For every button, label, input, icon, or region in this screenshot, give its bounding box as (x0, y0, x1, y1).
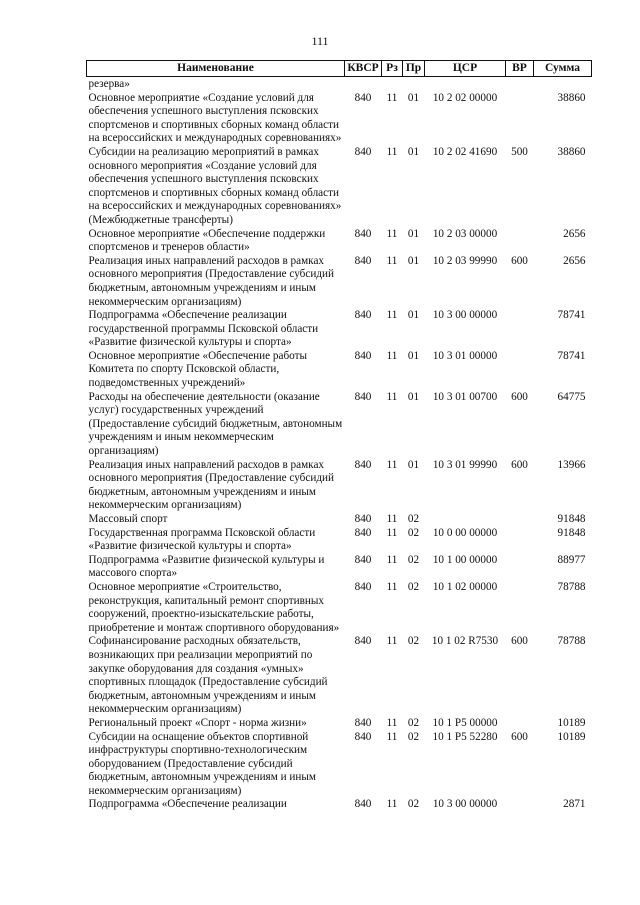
cell-csr (425, 513, 506, 527)
cell-sum: 78741 (557, 349, 586, 362)
table-row (87, 731, 592, 799)
table-row (87, 554, 592, 581)
cell-rz: 11 (386, 254, 398, 267)
cell-rz: 11 (386, 635, 398, 648)
cell-name: Основное мероприятие «Создание условий для обеспечения успешного выступления псковских спортсменов и спортивных сборных команд области на всероссийских и международных соревнованиях» (88, 91, 342, 145)
cell-sum: 78788 (557, 580, 586, 593)
cell-kvsr: 840 (354, 309, 372, 322)
cell-sum: 13966 (557, 458, 586, 471)
cell-csr: 10 1 P5 52280 (432, 730, 498, 743)
cell-rz: 11 (386, 227, 398, 240)
table-row (87, 717, 592, 731)
header-name: Наименование (87, 61, 345, 77)
cell-vr (506, 77, 534, 92)
cell-name: Массовый спорт (88, 513, 168, 525)
cell-pr: 02 (407, 716, 420, 729)
cell-kvsr: 840 (354, 730, 372, 743)
cell-csr: 10 2 02 41690 (432, 145, 498, 158)
cell-sum: 2656 (563, 254, 586, 267)
header-sum: Сумма (534, 61, 592, 77)
cell-sum: 78741 (557, 309, 586, 322)
cell-kvsr: 840 (354, 716, 372, 729)
table-row (87, 228, 592, 255)
cell-vr: 600 (511, 254, 528, 267)
cell-sum: 91848 (557, 513, 586, 525)
header-csr: ЦСР (425, 61, 506, 77)
cell-pr: 02 (407, 513, 420, 525)
header-kvsr: КВСР (345, 61, 382, 77)
cell-rz: 11 (386, 309, 398, 322)
cell-name: резерва» (88, 78, 130, 90)
cell-csr (425, 77, 506, 92)
cell-csr: 10 3 00 00000 (432, 309, 498, 322)
cell-kvsr: 840 (354, 349, 372, 362)
cell-pr: 01 (407, 91, 420, 104)
budget-table (86, 60, 592, 812)
cell-vr (506, 554, 534, 581)
table-row (87, 635, 592, 717)
cell-kvsr: 840 (354, 458, 372, 471)
cell-name: Реализация иных направлений расходов в рамках основного мероприятия (Предоставление субсидий бюджетным, автономным учреждениям и иным некоммерческим организациям) (88, 254, 334, 308)
header-rz: Рз (382, 61, 403, 77)
table-row (87, 255, 592, 309)
table-row (87, 77, 592, 92)
cell-kvsr: 840 (354, 798, 372, 811)
table-row (87, 459, 592, 513)
cell-rz: 11 (386, 730, 398, 743)
cell-name: Субсидии на оснащение объектов спортивной инфраструктуры спортивно-технологическим оборудованием (Предоставление субсидий бюджетным, автономным учреждениям и иным некоммерческим организациям) (88, 730, 316, 797)
cell-vr (506, 717, 534, 731)
cell-rz: 11 (386, 553, 398, 566)
cell-sum: 38860 (557, 145, 586, 158)
cell-vr: 600 (511, 390, 528, 403)
cell-csr: 10 0 00 00000 (432, 526, 498, 539)
cell-pr: 01 (407, 458, 420, 471)
cell-pr: 01 (407, 227, 420, 240)
cell-sum: 88977 (557, 553, 586, 566)
table-row (87, 513, 592, 527)
cell-pr: 01 (407, 145, 420, 158)
cell-csr: 10 2 03 00000 (432, 227, 498, 240)
cell-csr: 10 1 P5 00000 (432, 716, 498, 729)
cell-vr: 600 (511, 458, 528, 471)
cell-name: Реализация иных направлений расходов в рамках основного мероприятия (Предоставление субсидий бюджетным, автономным учреждениям и иным некоммерческим организациям) (88, 458, 334, 512)
header-vr: ВР (506, 61, 534, 77)
cell-rz: 11 (386, 798, 398, 811)
cell-kvsr: 840 (354, 145, 372, 158)
cell-vr: 600 (511, 730, 528, 743)
cell-rz: 11 (386, 390, 398, 403)
cell-name: Подпрограмма «Развитие физической культуры и массового спорта» (88, 553, 325, 580)
cell-name: Подпрограмма «Обеспечение реализации (88, 798, 287, 811)
cell-rz: 11 (386, 716, 398, 729)
cell-csr: 10 1 02 R7530 (431, 635, 499, 648)
cell-name: Расходы на обеспечение деятельности (оказание услуг) государственных учреждений (Предоставление субсидий бюджетным, автономным учреждениям и иным некоммерческим организациям) (88, 390, 343, 458)
cell-vr (506, 581, 534, 635)
cell-csr: 10 3 01 00700 (432, 390, 498, 403)
cell-pr: 02 (407, 526, 420, 539)
cell-name: Основное мероприятие «Строительство, реконструкция, капитальный ремонт спортивных сооружений, проектно-изыскательские работы, приобретение и монтаж спортивного оборудования» (88, 580, 340, 634)
cell-csr: 10 3 01 00000 (432, 349, 498, 362)
cell-vr: 600 (511, 635, 528, 648)
cell-pr: 01 (407, 390, 420, 403)
cell-kvsr: 840 (354, 390, 372, 403)
cell-rz: 11 (386, 145, 398, 158)
cell-pr: 01 (407, 309, 420, 322)
cell-pr (403, 77, 425, 92)
cell-csr: 10 1 02 00000 (432, 580, 498, 593)
cell-pr: 02 (407, 798, 420, 811)
header-pr: Пр (403, 61, 425, 77)
cell-kvsr: 840 (354, 580, 372, 593)
cell-sum: 91848 (557, 526, 586, 539)
cell-name: Региональный проект «Спорт - норма жизни» (88, 716, 307, 729)
table-row (87, 391, 592, 459)
cell-sum: 78788 (557, 635, 586, 648)
cell-pr: 01 (407, 254, 420, 267)
cell-rz: 11 (386, 580, 398, 593)
cell-pr: 02 (407, 635, 420, 648)
cell-pr: 01 (407, 349, 420, 362)
cell-kvsr: 840 (354, 227, 372, 240)
cell-vr (506, 228, 534, 255)
table-header (87, 61, 592, 77)
cell-kvsr: 840 (354, 553, 372, 566)
cell-kvsr: 840 (354, 513, 372, 525)
cell-vr (506, 309, 534, 350)
header-row (87, 61, 592, 77)
cell-pr: 02 (407, 730, 420, 743)
cell-sum: 10189 (557, 730, 586, 743)
cell-csr: 10 2 02 00000 (432, 91, 498, 104)
cell-kvsr: 840 (354, 91, 372, 104)
cell-name: Основное мероприятие «Обеспечение работы Комитета по спорту Псковской области, подведомственных учреждений» (88, 349, 308, 390)
cell-rz: 11 (386, 526, 398, 539)
cell-sum: 64775 (557, 390, 586, 403)
cell-kvsr (345, 77, 382, 92)
cell-sum: 38860 (557, 91, 586, 104)
cell-vr (506, 527, 534, 554)
cell-vr (506, 350, 534, 391)
cell-name: Софинансирование расходных обязательств, возникающих при реализации мероприятий по закупке оборудования для создания «умных» спортивных площадок (Предоставление субсидий бюджетным, автономным учреждениям и иным некоммерческим организациям) (88, 635, 328, 716)
table-row (87, 309, 592, 350)
table-row (87, 798, 592, 812)
cell-pr: 02 (407, 553, 420, 566)
cell-vr (506, 92, 534, 146)
page-number: 111 (311, 34, 329, 48)
cell-name: Подпрограмма «Обеспечение реализации государственной программы Псковской области «Развитие физической культуры и спорта» (88, 309, 319, 349)
cell-vr: 500 (511, 145, 528, 158)
cell-kvsr: 840 (354, 526, 372, 539)
cell-sum: 10189 (557, 716, 586, 729)
table-row (87, 92, 592, 146)
cell-rz: 11 (386, 458, 398, 471)
cell-csr: 10 3 00 00000 (432, 798, 498, 811)
cell-vr (506, 798, 534, 812)
cell-rz: 11 (386, 349, 398, 362)
cell-sum: 2871 (563, 798, 586, 811)
table-row (87, 581, 592, 635)
cell-csr: 10 3 01 99990 (432, 458, 498, 471)
cell-csr: 10 2 03 99990 (432, 254, 498, 267)
table-body (87, 77, 592, 813)
cell-name: Субсидии на реализацию мероприятий в рамках основного мероприятия «Создание условий для обеспечения успешного выступления псковских спортсменов и спортивных сборных команд области на всероссийских и международных соревнованиях» (Межбюджетные трансферты) (88, 145, 342, 226)
cell-name: Государственная программа Псковской области «Развитие физической культуры и спорта» (88, 526, 316, 553)
cell-csr: 10 1 00 00000 (432, 553, 498, 566)
cell-kvsr: 840 (354, 254, 372, 267)
cell-vr (506, 513, 534, 527)
cell-sum: 2656 (563, 227, 586, 240)
cell-pr: 02 (407, 580, 420, 593)
table-row (87, 146, 592, 228)
cell-rz (382, 77, 403, 92)
table-row (87, 527, 592, 554)
cell-sum (534, 77, 592, 92)
cell-kvsr: 840 (354, 635, 372, 648)
cell-rz: 11 (386, 91, 398, 104)
cell-name: Основное мероприятие «Обеспечение поддержки спортсменов и тренеров области» (88, 227, 326, 254)
cell-rz: 11 (386, 513, 398, 525)
table-row (87, 350, 592, 391)
